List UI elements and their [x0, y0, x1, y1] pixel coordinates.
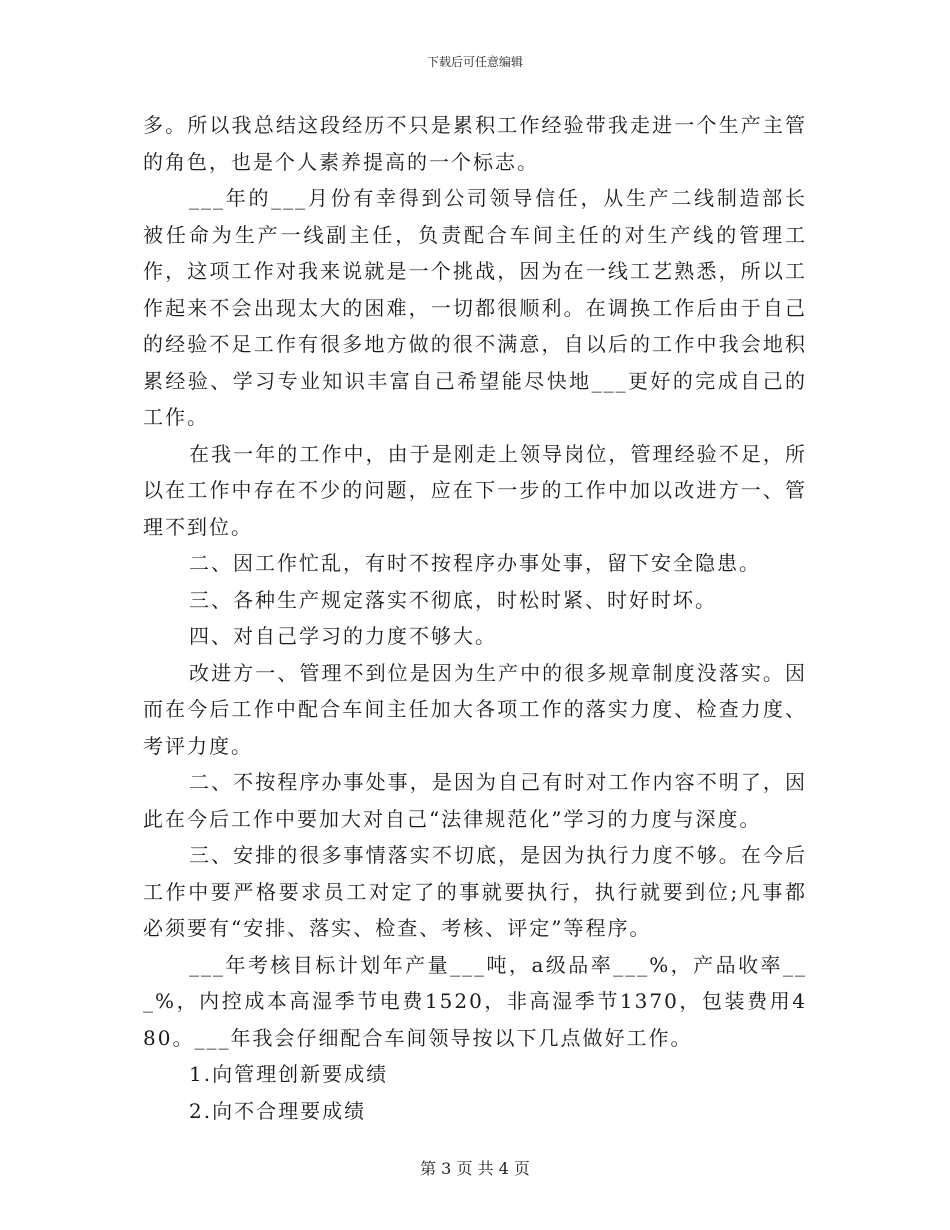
paragraph: 二、不按程序办事处事，是因为自己有时对工作内容不明了，因此在今后工作中要加大对自己“法律规范化”学习的力度与深度。 [143, 770, 807, 831]
paragraph: ___年考核目标计划年产量___吨，a级品率___%，产品收率___%，内控成本高湿季节电费1520，非高湿季节1370，包装费用480。___年我会仔细配合车间领导按以下几点做好工作。 [143, 952, 807, 1050]
list-item: 2.向不合理要成绩 [189, 1098, 367, 1123]
paragraph: ___年的___月份有幸得到公司领导信任，从生产二线制造部长被任命为生产一线副主任，负责配合车间主任的对生产线的管理工作，这项工作对我来说就是一个挑战，因为在一线工艺熟悉，所以工作起来不会出现太大的困难，一切都很顺利。在调换工作后由于自己的经验不足工作有很多地方做的很不满意，自以后的工作中我会地积累经验、学习专业知识丰富自己希望能尽快地___更好的完成自己的工作。 [143, 186, 807, 429]
document-body [143, 107, 807, 1129]
list-item: 1.向管理创新要成绩 [189, 1062, 389, 1086]
paragraph: 三、各种生产规定落实不彻底，时松时紧、时好时坏。 [189, 587, 717, 612]
page-footer: 第 3 页 共 4 页 [420, 1159, 530, 1178]
paragraph: 改进方一、管理不到位是因为生产中的很多规章制度没落实。因而在今后工作中配合车间主任加大各项工作的落实力度、检查力度、考评力度。 [143, 660, 807, 758]
paragraph: 四、对自己学习的力度不够大。 [189, 624, 497, 648]
page-header: 下载后可任意编辑 [426, 55, 523, 69]
paragraph: 多。所以我总结这段经历不只是累积工作经验带我走进一个生产主管的角色，也是个人素养提高的一个标志。 [143, 113, 807, 174]
paragraph: 在我一年的工作中，由于是刚走上领导岗位，管理经验不足，所以在工作中存在不少的问题，应在下一步的工作中加以改进方一、管理不到位。 [143, 441, 807, 539]
paragraph: 二、因工作忙乱，有时不按程序办事处事，留下安全隐患。 [189, 551, 761, 575]
paragraph: 三、安排的很多事情落实不切底，是因为执行力度不够。在今后工作中要严格要求员工对定了的事就要执行，执行就要到位;凡事都必须要有“安排、落实、检查、考核、评定”等程序。 [143, 843, 807, 940]
